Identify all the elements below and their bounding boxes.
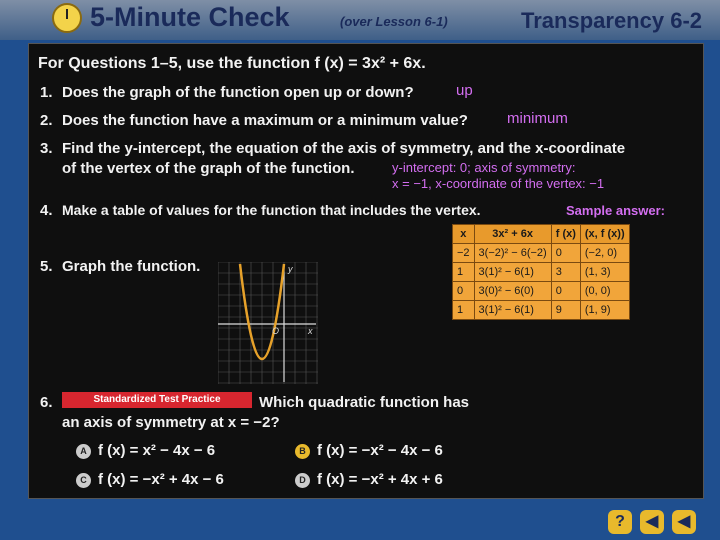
table-cell: 9 [551,301,580,320]
table-cell: −2 [453,244,475,263]
option-c-text[interactable]: f (x) = −x² + 4x − 6 [98,471,224,488]
option-d-text[interactable]: f (x) = −x² + 4x + 6 [317,471,443,488]
table-cell: 3(1)² − 6(1) [474,301,551,320]
option-b-badge[interactable]: B [295,444,310,459]
table-cell: 3 [551,263,580,282]
option-d-badge[interactable]: D [295,473,310,488]
intro-text: For Questions 1–5, use the function f (x) = 3x² + 6x. [38,55,426,72]
values-table [452,224,630,320]
header-bar [0,0,720,40]
option-b-text[interactable]: f (x) = −x² − 4x − 6 [317,442,443,459]
q5-text: Graph the function. [62,258,201,275]
x-axis-label: x [308,326,313,336]
table-cell: 0 [551,282,580,301]
table-header: (x, f (x)) [580,225,629,244]
option-a-text[interactable]: f (x) = x² − 4x − 6 [98,442,216,459]
q1-num: 1. [40,84,53,101]
table-cell: (0, 0) [580,282,629,301]
q3-num: 3. [40,140,53,157]
table-header: 3x² + 6x [474,225,551,244]
table-header: x [453,225,475,244]
table-cell: (1, 3) [580,263,629,282]
subtitle: (over Lesson 6-1) [340,14,448,29]
q1-answer: up [456,82,473,99]
option-a-badge[interactable]: A [76,444,91,459]
table-cell: 1 [453,263,475,282]
table-cell: 3(−2)² − 6(−2) [474,244,551,263]
table-header: f (x) [551,225,580,244]
q4-answer: Sample answer: [566,203,665,218]
q4-num: 4. [40,202,53,219]
q6-num: 6. [40,394,53,411]
q4-text: Make a table of values for the function that includes the vertex. [62,202,481,218]
q5-num: 5. [40,258,53,275]
q3-answer-1: y-intercept: 0; axis of symmetry: [392,160,576,175]
y-axis-label: y [288,264,293,274]
end-button[interactable]: ◀ [672,510,696,534]
table-cell: 1 [453,301,475,320]
graph-background [218,262,318,384]
help-button[interactable]: ? [608,510,632,534]
table-cell: (−2, 0) [580,244,629,263]
origin-label: O [272,326,280,336]
table-row [453,301,630,320]
q3-text-2: of the vertex of the graph of the function. [62,160,355,177]
table-cell: 0 [551,244,580,263]
q2-answer: minimum [507,110,568,127]
table-row [453,244,630,263]
table-cell: 3(0)² − 6(0) [474,282,551,301]
q1-text: Does the graph of the function open up or down? [62,84,414,101]
q6-text: Which quadratic function has [259,394,470,411]
table-cell: (1, 9) [580,301,629,320]
back-button[interactable]: ◀ [640,510,664,534]
q6-text-2: an axis of symmetry at x = −2? [62,414,280,431]
q2-text: Does the function have a maximum or a minimum value? [62,112,468,129]
parabola-graph [218,262,318,384]
q3-text: Find the y-intercept, the equation of the axis of symmetry, and the x-coordinate [62,140,626,157]
q3-answer-2: x = −1, x-coordinate of the vertex: −1 [392,176,605,191]
clock-icon [52,3,82,33]
standardized-test-badge: Standardized Test Practice [62,392,252,408]
transparency-label: Transparency 6-2 [521,8,702,33]
table-cell: 0 [453,282,475,301]
option-c-badge[interactable]: C [76,473,91,488]
table-row [453,282,630,301]
table-row [453,263,630,282]
title: 5-Minute Check [90,2,290,32]
q2-num: 2. [40,112,53,129]
table-cell: 3(1)² − 6(1) [474,263,551,282]
